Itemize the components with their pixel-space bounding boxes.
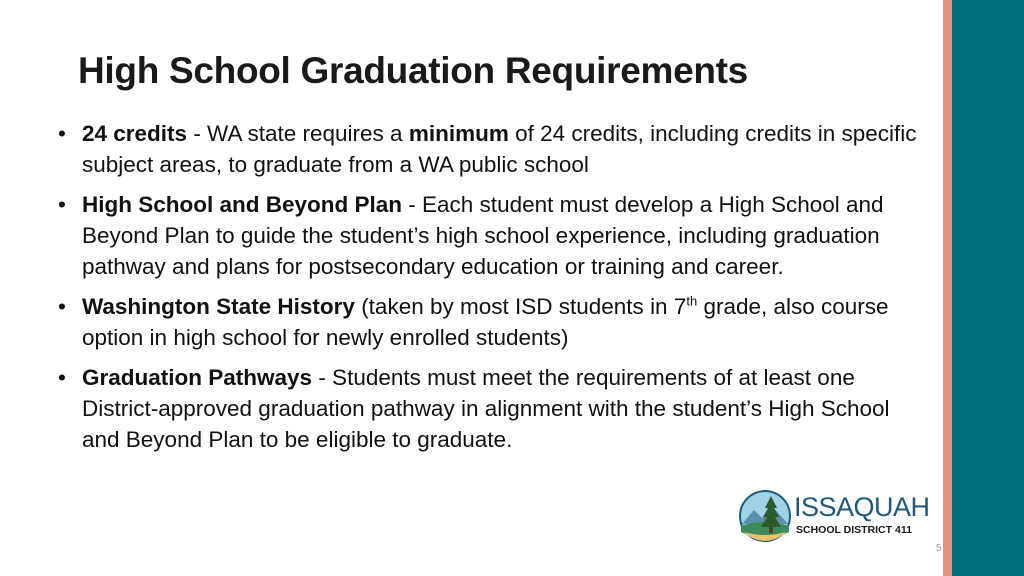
page-title: High School Graduation Requirements <box>78 50 748 91</box>
logo-wordmark: ISSAQUAH <box>794 492 930 522</box>
mountain-tree-circle-icon <box>738 488 792 544</box>
logo-subtitle: SCHOOL DISTRICT 411 <box>796 524 912 536</box>
accent-stripe-salmon <box>943 0 952 576</box>
superscript: th <box>686 293 698 309</box>
bullet-term: Graduation Pathways <box>82 365 313 390</box>
bullet-text: grade, also course option in high school for newly enrolled students) <box>82 294 889 350</box>
bullet-text: - Students must meet the requirements of at least one District-approved graduation pathway in alignment with the student’s High School and Beyond Plan to be eligible to graduate. <box>82 365 890 452</box>
page-number: 5 <box>936 543 942 554</box>
bullet-term: High School and Beyond Plan <box>82 192 403 217</box>
bullet-emphasis: minimum <box>408 121 509 146</box>
bullet-marker: • <box>58 121 66 146</box>
district-logo <box>738 488 928 544</box>
bullet-wa-history <box>56 291 928 353</box>
bullet-term: Washington State History <box>82 294 355 319</box>
bullet-marker: • <box>58 365 66 390</box>
bullet-marker: • <box>58 192 66 217</box>
bullet-credits <box>56 118 928 180</box>
bullet-text: - Each student must develop a High School and Beyond Plan to guide the student’s high school experience, including graduation pathway and plans for postsecondary education or training and career. <box>82 192 884 279</box>
bullet-hsbp <box>56 189 928 282</box>
bullet-term: 24 credits <box>82 121 188 146</box>
bullet-text: of 24 credits, including credits in specific subject areas, to graduate from a WA public school <box>82 121 917 177</box>
bullet-text: (taken by most ISD students in 7 <box>354 294 687 319</box>
bullet-list <box>56 118 928 464</box>
accent-stripe-teal <box>952 0 1024 576</box>
bullet-marker: • <box>58 294 66 319</box>
bullet-pathways <box>56 362 928 455</box>
bullet-text: - WA state requires a <box>187 121 409 146</box>
